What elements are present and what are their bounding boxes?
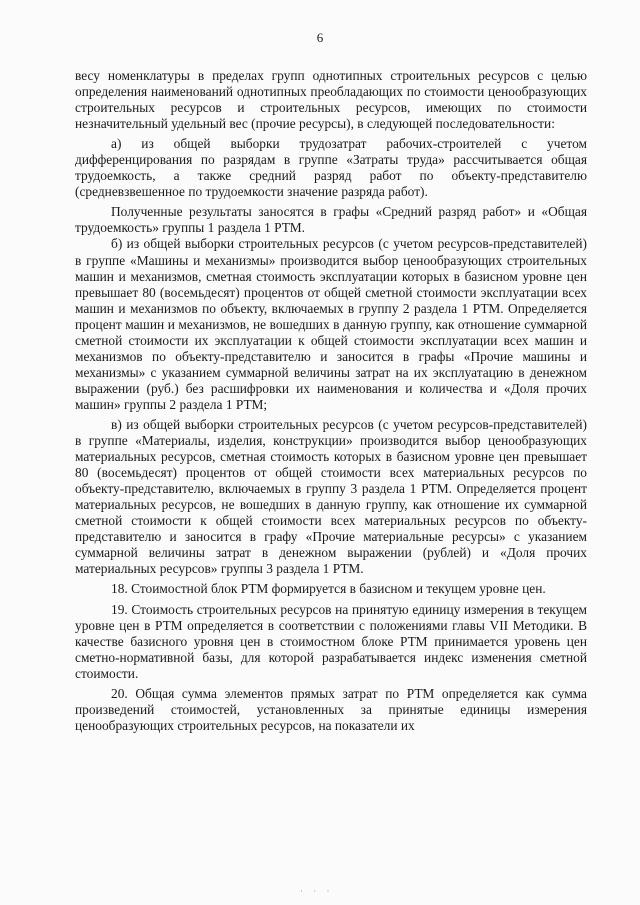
paragraph-item-a: а) из общей выборки трудозатрат рабочих-строителей с учетом дифференцирования по разрядам в группе «Затраты труда» рассчитывается общая трудоемкость, а также средний разряд работ по объекту-представителю (средневзвешенное по трудоемкости значение разряда работ). [75, 136, 587, 200]
paragraph-18: 18. Стоимостной блок РТМ формируется в базисном и текущем уровне цен. [111, 581, 546, 597]
paragraph-continuation: весу номенклатуры в пределах групп однотипных строительных ресурсов с целью определения наименований однотипных преобладающих по стоимости ценообразующих строительных ресурсов и строительных ресурсов, имеющих по стоимости незначительный удельный вес (прочие ресурсы), в следующей последовательности: [75, 68, 587, 132]
paragraph-19: 19. Стоимость строительных ресурсов на принятую единицу измерения в текущем уровне цен в РТМ определяется в соответствии с положениями главы VII Методики. В качестве базисного уровня цен в стоимостном блоке РТМ принимается уровень цен сметно-нормативной базы, для которой разрабатывается индекс изменения сметной стоимости. [75, 601, 587, 681]
paragraph-results: Полученные результаты заносятся в графы «Средний разряд работ» и «Общая трудоемкость» группы 1 раздела 1 РТМ. [75, 204, 587, 236]
paragraph-item-v: в) из общей выборки строительных ресурсов (с учетом ресурсов-представителей) в группе «Материалы, изделия, конструкции» производится выбор ценообразующих материальных ресурсов, сметная стоимость которых в базисном уровне цен превышает 80 (восемьдесят) процентов от общей стоимости всех материальных ресурсов по объекту-представителю, включаемых в группу 3 раздела 1 РТМ. Определяется процент материальных ресурсов, не вошедших в данную группу, как отношение их суммарной сметной стоимости к общей стоимости всех материальных ресурсов по объекту-представителю и заносится в графу «Прочие материальные ресурсы» с указанием суммарной величины затрат в денежном выражении (рублей) и «Доля прочих материальных ресурсов» группы 3 раздела 1 РТМ. [75, 416, 587, 577]
document-body [75, 68, 587, 734]
scan-specks: · · · [300, 886, 334, 896]
page-number: 6 [316, 30, 324, 45]
paragraph-20: 20. Общая сумма элементов прямых затрат по РТМ определяется как сумма произведений стоимостей, установленных за принятые единицы измерения ценообразующих строительных ресурсов, на показатели их [75, 685, 587, 733]
paragraph-item-b: б) из общей выборки строительных ресурсов (с учетом ресурсов-представителей) в группе «Машины и механизмы» производится выбор ценообразующих строительных машин и механизмов, сметная стоимость эксплуатации которых в базисном уровне цен превышает 80 (восемьдесят) процентов от общей сметной стоимости эксплуатации всех машин и механизмов по объекту, включаемых в группу 2 раздела 1 РТМ. Определяется процент машин и механизмов, не вошедших в данную группу, как отношение суммарной сметной стоимости их эксплуатации к общей стоимости эксплуатации всех машин и механизмов по объекту-представителю и заносится в графы «Прочие машины и механизмы» с указанием суммарной величины затрат на их эксплуатацию в денежном выражении (руб.) без расшифровки их наименования и количества и «Доля прочих машин» группы 2 раздела 1 РТМ; [75, 236, 587, 412]
